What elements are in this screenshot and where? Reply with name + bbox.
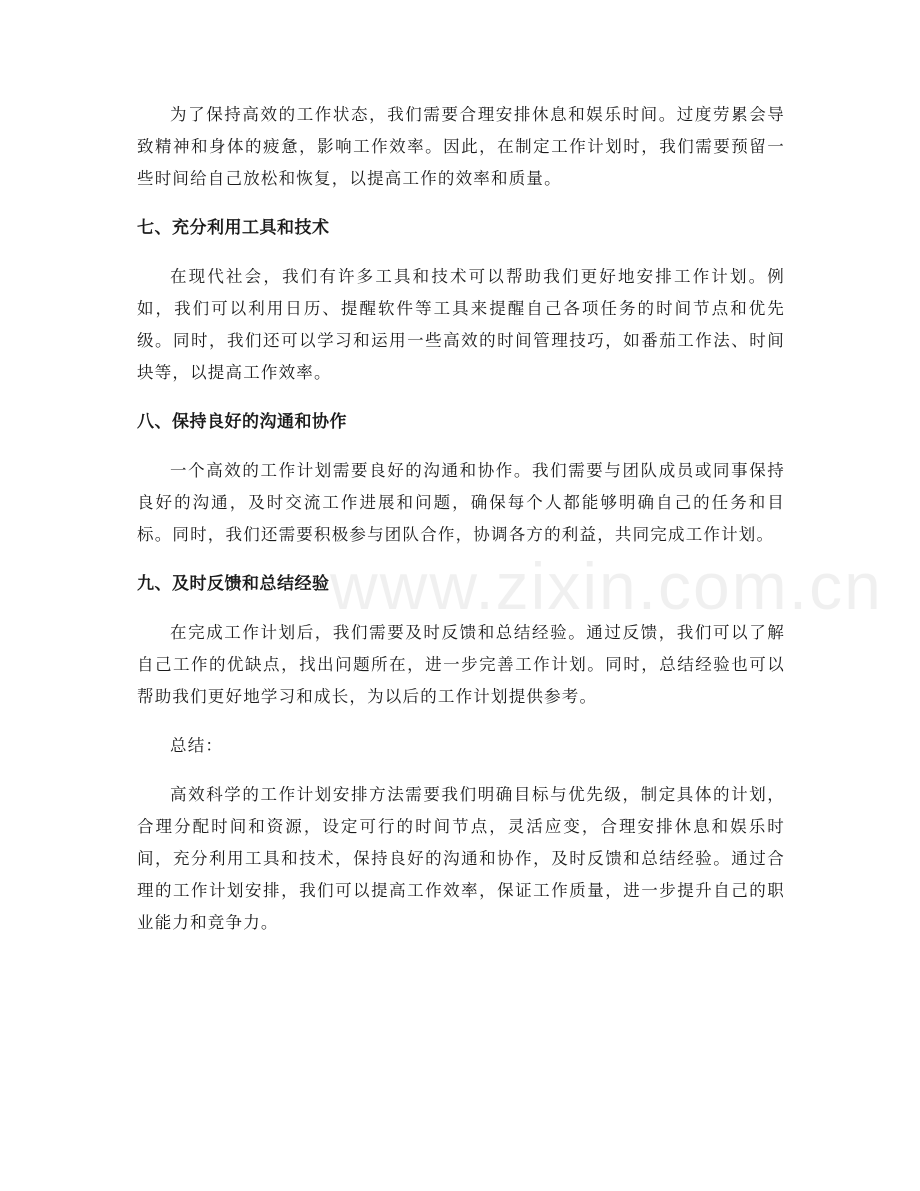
paragraph-rest: 为了保持高效的工作状态，我们需要合理安排休息和娱乐时间。过度劳累会导致精神和身体的疲惫，影响工作效率。因此，在制定工作计划时，我们需要预留一些时间给自己放松和恢复，以提高工作的效率和质量。	[137, 105, 785, 188]
paragraph-tools: 在现代社会，我们有许多工具和技术可以帮助我们更好地安排工作计划。例如，我们可以利用日历、提醒软件等工具来提醒自己各项任务的时间节点和优先级。同时，我们还可以学习和运用一些高效的时间管理技巧，如番茄工作法、时间块等，以提高工作效率。	[137, 267, 785, 382]
summary-label: 总结：	[170, 736, 224, 755]
heading-section-9: 九、及时反馈和总结经验	[137, 574, 330, 594]
heading-section-8: 八、保持良好的沟通和协作	[137, 412, 347, 432]
paragraph-feedback: 在完成工作计划后，我们需要及时反馈和总结经验。通过反馈，我们可以了解自己工作的优缺点，找出问题所在，进一步完善工作计划。同时，总结经验也可以帮助我们更好地学习和成长，为以后的工作计划提供参考。	[137, 623, 785, 706]
paragraph-summary: 高效科学的工作计划安排方法需要我们明确目标与优先级，制定具体的计划，合理分配时间和资源，设定可行的时间节点，灵活应变，合理安排休息和娱乐时间，充分利用工具和技术，保持良好的沟通和协作，及时反馈和总结经验。通过合理的工作计划安排，我们可以提高工作效率，保证工作质量，进一步提升自己的职业能力和竞争力。	[137, 785, 785, 932]
document-body	[137, 99, 785, 956]
paragraph-communication: 一个高效的工作计划需要良好的沟通和协作。我们需要与团队成员或同事保持良好的沟通，及时交流工作进展和问题，确保每个人都能够明确自己的任务和目标。同时，我们还需要积极参与团队合作，协调各方的利益，共同完成工作计划。	[137, 461, 785, 544]
heading-section-7: 七、充分利用工具和技术	[137, 218, 330, 238]
watermark-text: www.zixin.com.cn	[330, 549, 883, 623]
